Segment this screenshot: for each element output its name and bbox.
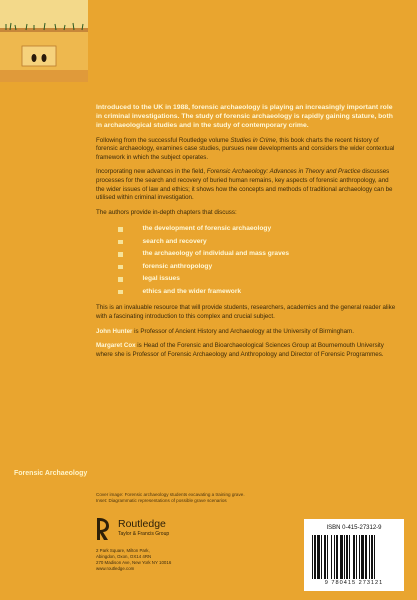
author-bio-hunter: John Hunter is Professor of Ancient History and Archaeology at the University of Birmingham. [96,327,354,335]
cover-credits: Cover image: Forensic archaeology students excavating a training grave. Inset: Diagrammatic representations of possible grave scenarios [96,492,245,504]
grave-diagram-inset [0,0,88,82]
isbn-barcode [304,519,404,591]
barcode-bar [312,535,313,579]
intro-paragraph: Introduced to the UK in 1988, forensic archaeology is playing an increasingly important role in criminal investigations. The study of forensic archaeology is rapidly gaining stature, both in archaeological studies and in the study of contemporary crime. [96,104,393,130]
bullet-square-icon [118,240,123,245]
back-cover-text [96,103,398,365]
publisher-block [118,518,169,537]
list-item: legal issues [96,273,398,286]
isbn-number: 9 780415 273121 [324,580,384,586]
barcode-bar [331,535,332,579]
barcode-icon [312,535,396,579]
barcode-bar [371,535,373,579]
routledge-logo-icon [96,516,112,542]
bullet-square-icon [118,290,123,295]
barcode-bar [346,535,348,579]
publisher-address: 2 Park Square, Milton Park, Abingdon, Oxon, OX14 4RN 270 Madison Ave, New York NY 10016 www.routledge.com [96,548,172,571]
barcode-bar [369,535,370,579]
author-bio-cox: Margaret Cox is Head of the Forensic and Bioarchaeological Sciences Group at Bournemouth University where she is Professor of Forensic Archaeology and Anthropology and Director of Forensic Programmes. [96,342,384,358]
barcode-bar [361,535,364,579]
bullet-square-icon [118,252,123,257]
chapter-list [96,223,398,298]
barcode-bar [353,535,355,579]
barcode-bar [314,535,316,579]
list-item: the archaeology of individual and mass graves [96,248,398,261]
barcode-bar [359,535,360,579]
list-item: the development of forensic archaeology [96,223,398,236]
barcode-bar [344,535,345,579]
publisher-subtitle: Taylor & Francis Group [118,531,170,537]
barcode-bar [349,535,350,579]
bullet-square-icon [118,227,123,232]
book-title-spine-label: Forensic Archaeology [14,470,88,477]
list-item: forensic anthropology [96,261,398,274]
barcode-bar [340,535,343,579]
barcode-bar [334,535,335,579]
bullet-square-icon [118,277,123,282]
barcode-bar [317,535,320,579]
list-item: search and recovery [96,236,398,249]
list-item: ethics and the wider framework [96,286,398,299]
paragraph-advances: Incorporating new advances in the field, Forensic Archaeology: Advances in Theory and Practice discusses processes for the search and recovery of buried human remains, key aspects of forensic anthropology, and the wider issues of law and ethics; it shows how the concepts and methods of traditional archaeology can be utilised within criminal investigation. [96,168,393,202]
barcode-bar [374,535,375,579]
paragraph-chapters-intro: The authors provide in-depth chapters that discuss: [96,208,237,216]
barcode-bar [356,535,357,579]
barcode-bar [324,535,326,579]
paragraph-studies-in-crime: Following from the successful Routledge volume Studies in Crime, this book charts the recent history of forensic archaeology, examines case studies, pursues new developments and considers the wider contextual framework in which the subject operates. [96,136,395,161]
barcode-bar [336,535,338,579]
isbn-label: ISBN 0-415-27312-9 [326,525,382,531]
bullet-square-icon [118,265,123,270]
barcode-bar [327,535,328,579]
barcode-bar [365,535,367,579]
publisher-name: Routledge [118,518,166,530]
paragraph-resource: This is an invaluable resource that will provide students, researchers, academics and the general reader alike with a fascinating introduction to this complex and crucial subject. [96,304,396,320]
barcode-bar [321,535,322,579]
